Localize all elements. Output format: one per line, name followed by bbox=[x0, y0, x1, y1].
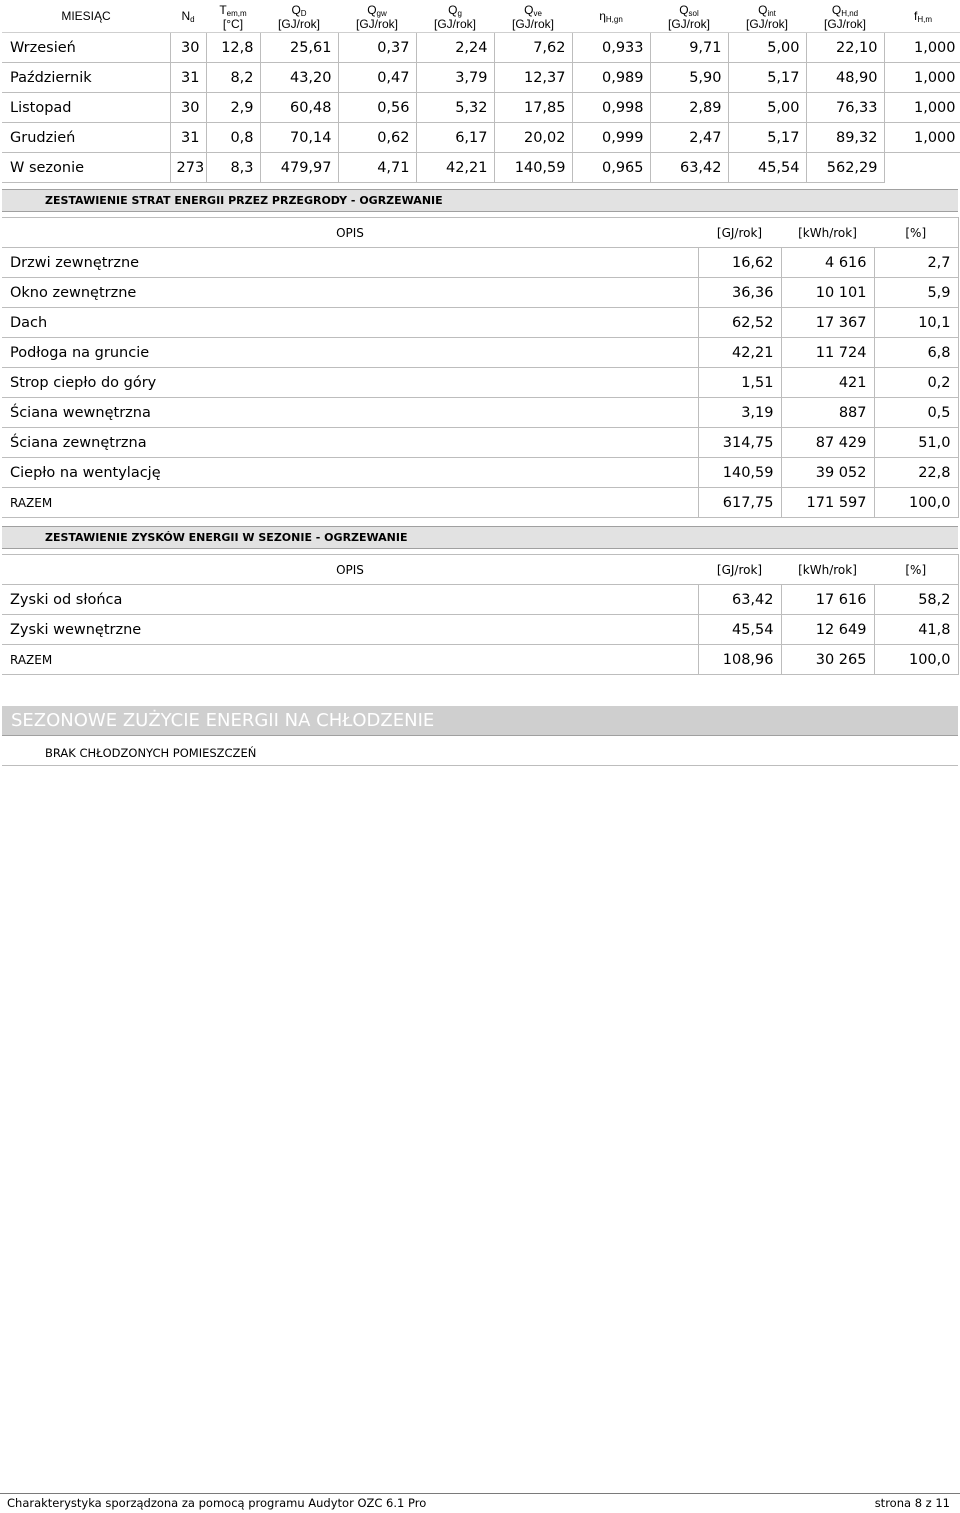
monthly-col-header bbox=[650, 2, 728, 33]
table-row bbox=[2, 585, 958, 615]
table-cell: 1,000 bbox=[884, 63, 960, 93]
losses-col-kwh: [kWh/rok] bbox=[781, 218, 874, 248]
table-cell: 4 616 bbox=[781, 248, 874, 278]
row-label: W sezonie bbox=[2, 153, 170, 183]
table-cell: 9,71 bbox=[650, 33, 728, 63]
col-unit: [GJ/rok] bbox=[355, 17, 398, 31]
monthly-col-header bbox=[260, 2, 338, 33]
gains-section-title: ZESTAWIENIE ZYSKÓW ENERGII W SEZONIE - OGRZEWANIE bbox=[2, 526, 958, 549]
table-cell: 2,9 bbox=[206, 93, 260, 123]
col-symbol: $Q_D$ bbox=[291, 3, 307, 18]
col-unit: [GJ/rok] bbox=[277, 17, 320, 31]
table-cell: 2,47 bbox=[650, 123, 728, 153]
row-label: Drzwi zewnętrzne bbox=[2, 248, 698, 278]
total-cell: 30 265 bbox=[781, 645, 874, 675]
table-cell: 5,17 bbox=[728, 123, 806, 153]
table-cell: 31 bbox=[170, 123, 206, 153]
table-cell: 39 052 bbox=[781, 458, 874, 488]
table-cell: 479,97 bbox=[260, 153, 338, 183]
table-cell: 2,89 bbox=[650, 93, 728, 123]
table-cell: 22,10 bbox=[806, 33, 884, 63]
table-cell: 62,52 bbox=[698, 308, 781, 338]
table-cell: 421 bbox=[781, 368, 874, 398]
gains-table bbox=[2, 554, 959, 675]
table-cell: 2,7 bbox=[874, 248, 958, 278]
col-unit: [°C] bbox=[222, 17, 244, 31]
monthly-col-header bbox=[206, 2, 260, 33]
losses-col-gj: [GJ/rok] bbox=[698, 218, 781, 248]
table-cell: 3,19 bbox=[698, 398, 781, 428]
table-cell: 11 724 bbox=[781, 338, 874, 368]
col-unit: [GJ/rok] bbox=[667, 17, 710, 31]
cooling-section-title: SEZONOWE ZUŻYCIE ENERGII NA CHŁODZENIE bbox=[2, 706, 958, 736]
footer-program-credit: Charakterystyka sporządzona za pomocą programu Audytor OZC 6.1 Pro bbox=[7, 1496, 427, 1510]
table-row bbox=[2, 153, 960, 183]
table-row bbox=[2, 615, 958, 645]
table-cell: 5,32 bbox=[416, 93, 494, 123]
table-cell: 17 367 bbox=[781, 308, 874, 338]
table-cell: 1,000 bbox=[884, 93, 960, 123]
table-row bbox=[2, 428, 958, 458]
col-symbol: $Q_{H,nd}$ bbox=[831, 3, 859, 18]
page-footer bbox=[0, 1493, 960, 1513]
col-symbol: MIESIĄC bbox=[61, 9, 111, 23]
monthly-header-row bbox=[2, 2, 960, 33]
table-cell: 42,21 bbox=[698, 338, 781, 368]
table-cell: 36,36 bbox=[698, 278, 781, 308]
table-cell: 60,48 bbox=[260, 93, 338, 123]
col-unit: [GJ/rok] bbox=[745, 17, 788, 31]
col-symbol: $N_d$ bbox=[181, 9, 195, 24]
row-label: Okno zewnętrzne bbox=[2, 278, 698, 308]
monthly-col-header bbox=[884, 2, 960, 33]
table-cell: 45,54 bbox=[728, 153, 806, 183]
table-cell: 51,0 bbox=[874, 428, 958, 458]
table-cell: 10,1 bbox=[874, 308, 958, 338]
monthly-col-header bbox=[2, 2, 170, 33]
row-label: Zyski od słońca bbox=[2, 585, 698, 615]
table-cell: 562,29 bbox=[806, 153, 884, 183]
col-symbol: $\eta_{H,gn}$ bbox=[599, 9, 623, 24]
losses-section-title: ZESTAWIENIE STRAT ENERGII PRZEZ PRZEGRODY - OGRZEWANIE bbox=[2, 189, 958, 212]
monthly-heating-table bbox=[2, 2, 960, 183]
table-row bbox=[2, 458, 958, 488]
total-cell: 108,96 bbox=[698, 645, 781, 675]
table-cell: 58,2 bbox=[874, 585, 958, 615]
table-cell: 12 649 bbox=[781, 615, 874, 645]
table-cell: 0,5 bbox=[874, 398, 958, 428]
table-row bbox=[2, 308, 958, 338]
table-cell: 887 bbox=[781, 398, 874, 428]
table-cell: 17 616 bbox=[781, 585, 874, 615]
gains-col-percent: [%] bbox=[874, 555, 958, 585]
table-cell: 87 429 bbox=[781, 428, 874, 458]
total-cell: 100,0 bbox=[874, 488, 958, 518]
table-cell: 3,79 bbox=[416, 63, 494, 93]
table-cell: 4,71 bbox=[338, 153, 416, 183]
table-cell: 0,999 bbox=[572, 123, 650, 153]
col-symbol: $Q_g$ bbox=[448, 3, 462, 18]
monthly-col-header bbox=[170, 2, 206, 33]
table-cell: 42,21 bbox=[416, 153, 494, 183]
row-label: Ciepło na wentylację bbox=[2, 458, 698, 488]
table-cell: 45,54 bbox=[698, 615, 781, 645]
table-cell: 5,17 bbox=[728, 63, 806, 93]
table-cell: 140,59 bbox=[494, 153, 572, 183]
col-symbol: $Q_{sol}$ bbox=[679, 3, 699, 18]
table-cell: 30 bbox=[170, 93, 206, 123]
table-cell: 41,8 bbox=[874, 615, 958, 645]
table-cell: 1,51 bbox=[698, 368, 781, 398]
table-cell: 8,3 bbox=[206, 153, 260, 183]
col-symbol: $Q_{ve}$ bbox=[524, 3, 542, 18]
table-cell: 0,933 bbox=[572, 33, 650, 63]
total-cell: 617,75 bbox=[698, 488, 781, 518]
col-unit: [GJ/rok] bbox=[511, 17, 554, 31]
table-cell: 30 bbox=[170, 33, 206, 63]
table-cell: 314,75 bbox=[698, 428, 781, 458]
row-label: Październik bbox=[2, 63, 170, 93]
col-symbol: $Q_{int}$ bbox=[758, 3, 776, 18]
monthly-col-header bbox=[728, 2, 806, 33]
col-symbol: $f_{H,m}$ bbox=[913, 9, 932, 24]
table-cell: 0,2 bbox=[874, 368, 958, 398]
row-label: Podłoga na gruncie bbox=[2, 338, 698, 368]
total-row bbox=[2, 645, 958, 675]
table-cell: 70,14 bbox=[260, 123, 338, 153]
total-label: RAZEM bbox=[2, 488, 698, 518]
table-row bbox=[2, 33, 960, 63]
table-row bbox=[2, 338, 958, 368]
table-row bbox=[2, 123, 960, 153]
table-cell: 6,17 bbox=[416, 123, 494, 153]
table-cell: 0,989 bbox=[572, 63, 650, 93]
total-cell: 171 597 bbox=[781, 488, 874, 518]
monthly-col-header bbox=[572, 2, 650, 33]
table-cell: 12,8 bbox=[206, 33, 260, 63]
total-row bbox=[2, 488, 958, 518]
table-cell: 5,90 bbox=[650, 63, 728, 93]
monthly-col-header bbox=[494, 2, 572, 33]
table-row bbox=[2, 368, 958, 398]
col-unit: [GJ/rok] bbox=[433, 17, 476, 31]
losses-table bbox=[2, 217, 959, 518]
row-label: Dach bbox=[2, 308, 698, 338]
table-cell: 0,47 bbox=[338, 63, 416, 93]
monthly-col-header bbox=[338, 2, 416, 33]
table-cell: 5,9 bbox=[874, 278, 958, 308]
footer-page-number: strona 8 z 11 bbox=[874, 1496, 950, 1510]
gains-col-opis: OPIS bbox=[2, 555, 698, 585]
table-cell: 43,20 bbox=[260, 63, 338, 93]
table-cell: 8,2 bbox=[206, 63, 260, 93]
table-cell: 0,56 bbox=[338, 93, 416, 123]
table-cell: 48,90 bbox=[806, 63, 884, 93]
table-row bbox=[2, 398, 958, 428]
table-cell: 12,37 bbox=[494, 63, 572, 93]
table-cell: 7,62 bbox=[494, 33, 572, 63]
row-label: Ściana zewnętrzna bbox=[2, 428, 698, 458]
monthly-col-header bbox=[806, 2, 884, 33]
row-label: Wrzesień bbox=[2, 33, 170, 63]
table-row bbox=[2, 93, 960, 123]
table-cell: 0,998 bbox=[572, 93, 650, 123]
table-cell: 20,02 bbox=[494, 123, 572, 153]
gains-header-row bbox=[2, 555, 958, 585]
total-label: RAZEM bbox=[2, 645, 698, 675]
losses-col-percent: [%] bbox=[874, 218, 958, 248]
table-cell: 5,00 bbox=[728, 33, 806, 63]
row-label: Listopad bbox=[2, 93, 170, 123]
losses-header-row bbox=[2, 218, 958, 248]
table-cell: 0,8 bbox=[206, 123, 260, 153]
cooling-note: BRAK CHŁODZONYCH POMIESZCZEŃ bbox=[2, 737, 958, 766]
table-cell: 25,61 bbox=[260, 33, 338, 63]
table-cell: 89,32 bbox=[806, 123, 884, 153]
gains-col-kwh: [kWh/rok] bbox=[781, 555, 874, 585]
table-cell: 31 bbox=[170, 63, 206, 93]
gains-col-gj: [GJ/rok] bbox=[698, 555, 781, 585]
table-cell: 63,42 bbox=[650, 153, 728, 183]
table-cell bbox=[884, 153, 960, 183]
table-cell: 1,000 bbox=[884, 123, 960, 153]
table-cell: 10 101 bbox=[781, 278, 874, 308]
losses-col-opis: OPIS bbox=[2, 218, 698, 248]
table-cell: 5,00 bbox=[728, 93, 806, 123]
table-cell: 16,62 bbox=[698, 248, 781, 278]
monthly-col-header bbox=[416, 2, 494, 33]
col-unit: [GJ/rok] bbox=[823, 17, 866, 31]
table-row bbox=[2, 248, 958, 278]
row-label: Grudzień bbox=[2, 123, 170, 153]
table-cell: 22,8 bbox=[874, 458, 958, 488]
table-cell: 0,37 bbox=[338, 33, 416, 63]
row-label: Ściana wewnętrzna bbox=[2, 398, 698, 428]
table-cell: 63,42 bbox=[698, 585, 781, 615]
table-cell: 6,8 bbox=[874, 338, 958, 368]
table-cell: 0,965 bbox=[572, 153, 650, 183]
col-symbol: $T_{em,m}$ bbox=[219, 3, 247, 18]
row-label: Strop ciepło do góry bbox=[2, 368, 698, 398]
table-cell: 1,000 bbox=[884, 33, 960, 63]
table-cell: 0,62 bbox=[338, 123, 416, 153]
table-cell: 17,85 bbox=[494, 93, 572, 123]
col-symbol: $Q_{gw}$ bbox=[367, 3, 387, 18]
table-cell: 273 bbox=[170, 153, 206, 183]
row-label: Zyski wewnętrzne bbox=[2, 615, 698, 645]
table-row bbox=[2, 63, 960, 93]
table-cell: 140,59 bbox=[698, 458, 781, 488]
total-cell: 100,0 bbox=[874, 645, 958, 675]
table-cell: 76,33 bbox=[806, 93, 884, 123]
table-cell: 2,24 bbox=[416, 33, 494, 63]
table-row bbox=[2, 278, 958, 308]
